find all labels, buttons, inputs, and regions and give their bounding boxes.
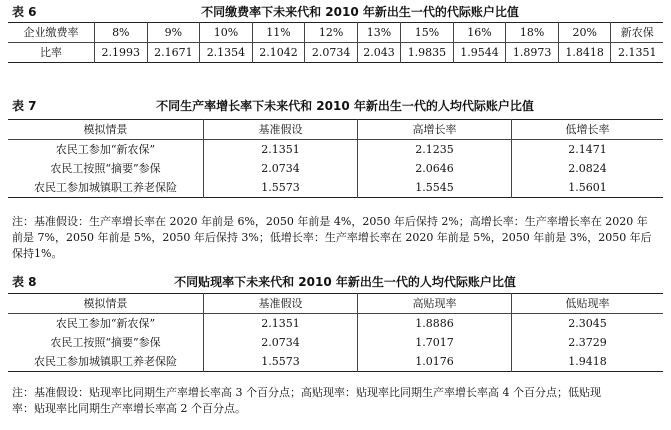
table8-cell: 农民工参加城镇职工养老保险 (34, 355, 177, 368)
table6-cell: 2.1042 (252, 43, 305, 63)
table6-cell: 1.9544 (453, 43, 506, 63)
table7-cell: 农民工参加“新农保” (55, 143, 156, 156)
table8-note-line: 注：基准假设：贴现率比同期生产率增长率高 3 个百分点；高贴现率：贴现率比同期生产率增长率高 4 个百分点；低贴现 (12, 386, 601, 399)
table8-row (8, 314, 663, 334)
table6-header-cell: 16% (453, 23, 506, 43)
table7-header-cell: 高增长率 (358, 120, 512, 140)
table6-header-row (8, 23, 663, 43)
table7-cell: 2.0824 (512, 159, 664, 178)
table8-cell: 农民工参加“新农保” (55, 317, 156, 330)
table8-cell: 2.3045 (512, 314, 664, 334)
table7-cell: 2.1351 (204, 140, 358, 160)
table8-header-cell: 低贴现率 (512, 294, 664, 314)
table7-header-cell: 基准假设 (204, 120, 358, 140)
table8-cell: 1.9418 (512, 352, 664, 372)
table8-header-cell: 模拟情景 (8, 294, 204, 314)
table6-header-cell: 15% (401, 23, 454, 43)
table7-header-row (8, 120, 663, 140)
table8-cell: 2.0734 (204, 333, 358, 352)
table8-cell: 农民工按照“摘要”参保 (50, 336, 161, 349)
table6-header-cell: 20% (558, 23, 611, 43)
table6-cell: 1.9835 (401, 43, 454, 63)
table7-cell: 2.0734 (204, 159, 358, 178)
table7-cell: 1.5545 (358, 178, 512, 198)
table7-note-line: 注：基准假设：生产率增长率在 2020 年前是 6%，2050 年前是 4%，2050 年后保持 2%；高增长率：生产率增长率在 2020 年 (12, 215, 648, 228)
table7-cell: 2.0646 (358, 159, 512, 178)
table7-note (12, 214, 662, 262)
table7-label: 表 7 (12, 99, 37, 113)
table8-cell: 2.1351 (204, 314, 358, 334)
table6-title: 不同缴费率下未来代和 2010 年新出生一代的代际账户比值 (201, 5, 519, 19)
table6 (8, 22, 663, 63)
table6-cell: 1.8418 (558, 43, 611, 63)
table8-cell: 2.3729 (512, 333, 664, 352)
table8-row (8, 333, 663, 352)
table6-header-cell: 10% (200, 23, 253, 43)
table7 (8, 119, 663, 198)
table6-cell: 2.0734 (305, 43, 358, 63)
table6-cell: 2.1671 (147, 43, 200, 63)
table6-header-cell: 18% (506, 23, 559, 43)
table8-header-cell: 高贴现率 (358, 294, 512, 314)
table6-row (8, 43, 663, 63)
table6-header-cell: 11% (252, 23, 305, 43)
table8-header-cell: 基准假设 (204, 294, 358, 314)
table8-cell: 1.7017 (358, 333, 512, 352)
table6-cell: 2.043 (357, 43, 400, 63)
table7-title: 不同生产率增长率下未来代和 2010 年新出生一代的人均代际账户比值 (156, 99, 534, 113)
table7-cell: 2.1235 (358, 140, 512, 160)
table7-cell: 2.1471 (512, 140, 664, 160)
table6-cell: 2.1993 (95, 43, 148, 63)
table8-note (12, 385, 662, 417)
table6-header-cell: 8% (95, 23, 148, 43)
table7-cell: 1.5573 (204, 178, 358, 198)
table7-cell: 农民工按照“摘要”参保 (50, 162, 161, 175)
table6-label: 表 6 (12, 5, 37, 19)
table6-cell: 2.1351 (611, 43, 663, 63)
table8 (8, 293, 663, 372)
table6-cell: 1.8973 (506, 43, 559, 63)
table7-cell: 1.5601 (512, 178, 664, 198)
table8-note-line: 率：贴现率比同期生产率增长率高 2 个百分点。 (12, 402, 246, 415)
table7-header-cell: 低增长率 (512, 120, 664, 140)
table6-header-cell: 新农保 (611, 23, 663, 43)
table8-cell: 1.5573 (204, 352, 358, 372)
table6-header-cell: 12% (305, 23, 358, 43)
table8-title: 不同贴现率下未来代和 2010 年新出生一代的人均代际账户比值 (174, 275, 516, 289)
table6-cell: 2.1354 (200, 43, 253, 63)
table8-label: 表 8 (12, 275, 37, 289)
table6-cell: 比率 (40, 46, 62, 59)
table8-cell: 1.0176 (358, 352, 512, 372)
table7-row (8, 178, 663, 198)
table8-header-row (8, 294, 663, 314)
table6-header-cell: 13% (357, 23, 400, 43)
table7-cell: 农民工参加城镇职工养老保险 (34, 181, 177, 194)
table7-row (8, 140, 663, 160)
table7-note-line: 前是 7%，2050 年前是 5%，2050 年后保持 3%；低增长率：生产率增长率在 2020 年前是 5%，2050 年前是 3%，2050 年后保持1%。 (12, 231, 652, 260)
table8-row (8, 352, 663, 372)
table6-header-cell: 9% (147, 23, 200, 43)
table7-header-cell: 模拟情景 (8, 120, 204, 140)
table6-header-cell: 企业缴费率 (8, 23, 95, 43)
table8-cell: 1.8886 (358, 314, 512, 334)
table7-row (8, 159, 663, 178)
